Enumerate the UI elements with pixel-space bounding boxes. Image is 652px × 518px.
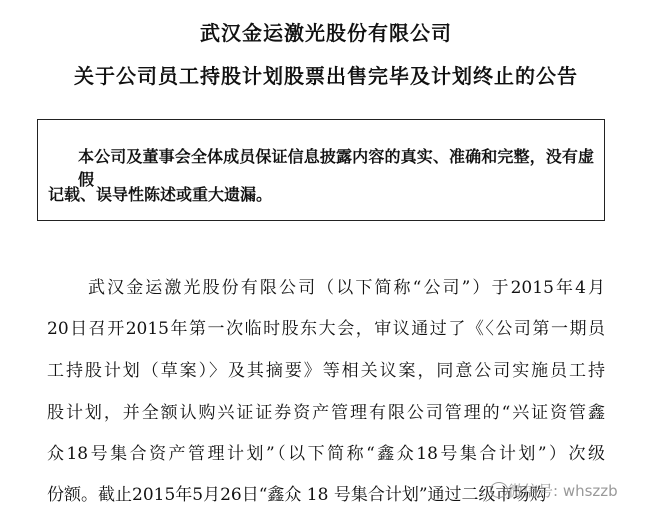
watermark: 微信号: whszzb bbox=[508, 482, 618, 500]
body-line: 众18号集合资产管理计划”（以下简称“鑫众18号集合计划”）次级 bbox=[47, 444, 605, 464]
notice-line-1: 本公司及董事会全体成员保证信息披露内容的真实、准确和完整，没有虚假 bbox=[78, 147, 594, 189]
wechat-icon bbox=[490, 482, 508, 498]
announcement-title: 关于公司员工持股计划股票出售完毕及计划终止的公告 bbox=[74, 64, 578, 88]
body-line: 股计划，并全额认购兴证证券资产管理有限公司管理的“兴证资管鑫 bbox=[47, 403, 605, 423]
body-line: 武汉金运激光股份有限公司（以下简称“公司”）于2015年4月 bbox=[88, 278, 605, 298]
company-name: 武汉金运激光股份有限公司 bbox=[200, 21, 452, 45]
disclosure-notice-box bbox=[37, 119, 605, 221]
body-line: 20日召开2015年第一次临时股东大会，审议通过了《〈公司第一期员 bbox=[47, 319, 605, 339]
body-line: 工持股计划（草案）〉及其摘要》等相关议案，同意公司实施员工持 bbox=[47, 361, 605, 381]
notice-line-2: 记载、误导性陈述或重大遗漏。 bbox=[48, 185, 273, 204]
body-line: 份额。截止2015年5月26日“鑫众 18 号集合计划”通过二级市场购 bbox=[47, 485, 547, 505]
